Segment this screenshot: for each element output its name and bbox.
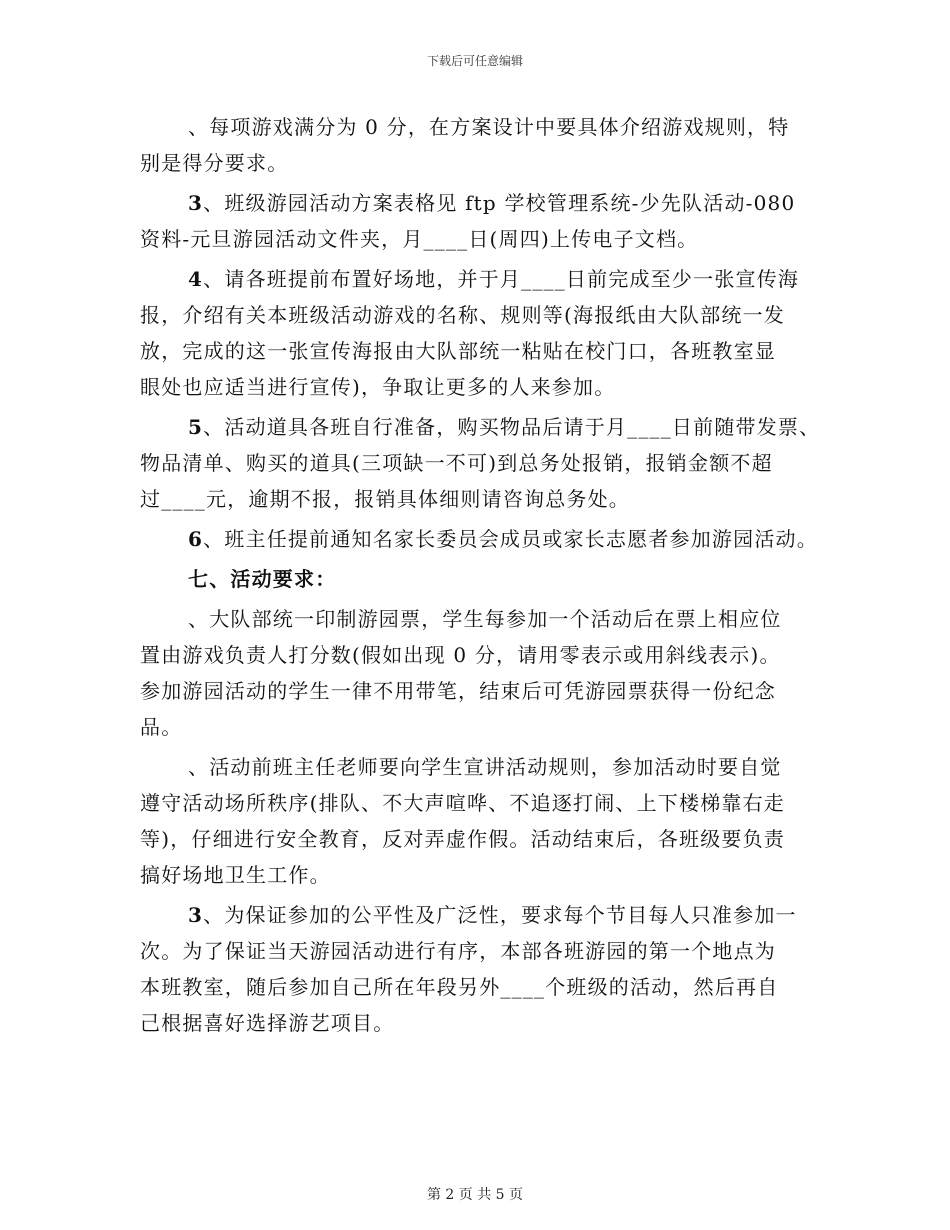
paragraph-line: 本班教室，随后参加自己所在年段另外____个班级的活动，然后再自 bbox=[140, 975, 779, 999]
paragraph-line: 己根据喜好选择游艺项目。 bbox=[140, 1011, 395, 1035]
item-number: 4 bbox=[188, 267, 204, 291]
paragraph-line: 6、班主任提前通知名家长委员会成员或家长志愿者参加游园活动。 bbox=[188, 527, 818, 551]
paragraph-line: 置由游戏负责人打分数(假如出现 0 分，请用零表示或用斜线表示)。 bbox=[140, 643, 781, 667]
paragraph-line: 资料-元旦游园活动文件夹，月____日(周四)上传电子文档。 bbox=[140, 227, 699, 251]
paragraph-line: 过____元，逾期不报，报销具体细则请咨询总务处。 bbox=[140, 487, 630, 511]
paragraph-line: 参加游园活动的学生一律不用带笔，结束后可凭游园票获得一份纪念 bbox=[140, 679, 776, 703]
item-number: 3 bbox=[188, 191, 204, 215]
paragraph-line: 报，介绍有关本班级活动游戏的名称、规则等(海报纸由大队部统一发 bbox=[140, 303, 786, 327]
paragraph-line: 物品清单、购买的道具(三项缺一不可)到总务处报销，报销金额不超 bbox=[140, 451, 773, 475]
paragraph-line: 品。 bbox=[140, 715, 183, 739]
paragraph-line: 次。为了保证当天游园活动进行有序，本部各班游园的第一个地点为 bbox=[140, 939, 776, 963]
paragraph-line: 3、为保证参加的公平性及广泛性，要求每个节目每人只准参加一 bbox=[188, 903, 797, 927]
paragraph-line: 3、班级游园活动方案表格见 ftp 学校管理系统-少先队活动-080 bbox=[188, 191, 796, 215]
paragraph-line: 5、活动道具各班自行准备，购买物品后请于月____日前随带发票、 bbox=[188, 415, 821, 439]
paragraph-line: 放，完成的这一张宣传海报由大队部统一粘贴在校门口，各班教室显 bbox=[140, 339, 776, 363]
paragraph-line: 别是得分要求。 bbox=[140, 151, 289, 175]
paragraph-line: 搞好场地卫生工作。 bbox=[140, 863, 331, 887]
page-footer: 第 2 页 共 5 页 bbox=[426, 1187, 524, 1203]
item-number: 6 bbox=[188, 527, 204, 551]
paragraph-line: 眼处也应适当进行宣传)，争取让更多的人来参加。 bbox=[140, 375, 616, 399]
paragraph-line: 遵守活动场所秩序(排队、不大声喧哗、不追逐打闹、上下楼梯靠右走 bbox=[140, 791, 786, 815]
paragraph-line: 、大队部统一印制游园票，学生每参加一个活动后在票上相应位 bbox=[188, 607, 782, 631]
item-number: 5 bbox=[188, 415, 204, 439]
section-heading: 七、活动要求： bbox=[188, 567, 337, 591]
paragraph-line: 、每项游戏满分为 0 分，在方案设计中要具体介绍游戏规则，特 bbox=[188, 115, 790, 139]
paragraph-line: 等)，仔细进行安全教育，反对弄虚作假。活动结束后，各班级要负责 bbox=[140, 827, 786, 851]
page-header: 下载后可任意编辑 bbox=[426, 54, 523, 68]
paragraph-line: 4、请各班提前布置好场地，并于月____日前完成至少一张宣传海 bbox=[188, 267, 800, 291]
item-number: 3 bbox=[188, 903, 204, 927]
paragraph-line: 、活动前班主任老师要向学生宣讲活动规则，参加活动时要自觉 bbox=[188, 755, 782, 779]
